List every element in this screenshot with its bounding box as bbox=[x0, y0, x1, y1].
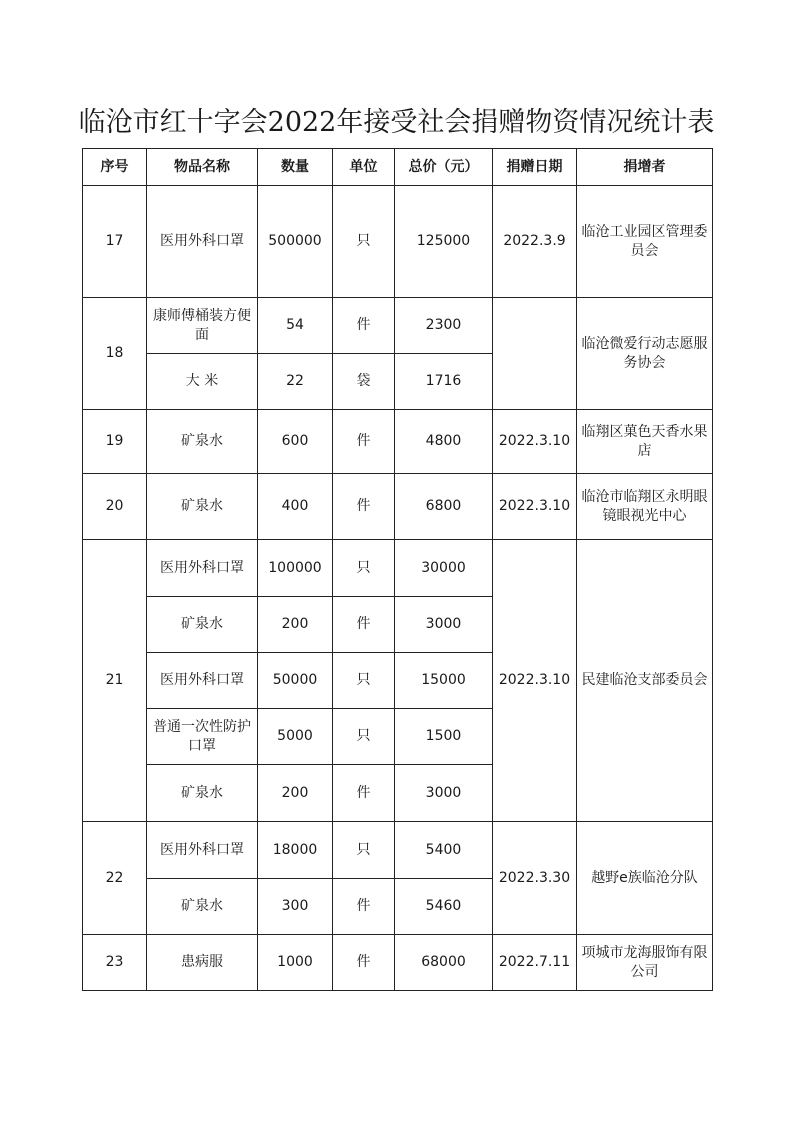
cell-unit: 件 bbox=[333, 935, 395, 991]
cell-item-name: 普通一次性防护口罩 bbox=[147, 709, 258, 765]
donation-table bbox=[82, 148, 713, 991]
cell-total: 5460 bbox=[395, 879, 493, 935]
cell-item-name: 医用外科口罩 bbox=[147, 653, 258, 709]
cell-unit: 只 bbox=[333, 540, 395, 597]
cell-total: 1716 bbox=[395, 354, 493, 410]
table-row bbox=[83, 410, 713, 474]
cell-total: 30000 bbox=[395, 540, 493, 597]
cell-unit: 件 bbox=[333, 879, 395, 935]
cell-quantity: 100000 bbox=[258, 540, 333, 597]
cell-date: 2022.3.10 bbox=[493, 410, 577, 474]
cell-total: 5400 bbox=[395, 822, 493, 879]
cell-index: 23 bbox=[83, 935, 147, 991]
cell-total: 4800 bbox=[395, 410, 493, 474]
cell-date bbox=[493, 298, 577, 410]
document-title: 临沧市红十字会2022年接受社会捐赠物资情况统计表 bbox=[78, 107, 715, 138]
cell-total: 15000 bbox=[395, 653, 493, 709]
cell-quantity: 400 bbox=[258, 474, 333, 540]
cell-item-name: 医用外科口罩 bbox=[147, 186, 258, 298]
cell-date: 2022.3.30 bbox=[493, 822, 577, 935]
cell-total: 3000 bbox=[395, 765, 493, 822]
cell-unit: 件 bbox=[333, 298, 395, 354]
header-cell-date: 捐赠日期 bbox=[493, 149, 577, 186]
table-row bbox=[83, 298, 713, 354]
cell-quantity: 200 bbox=[258, 765, 333, 822]
cell-donor: 民建临沧支部委员会 bbox=[577, 540, 713, 822]
cell-donor: 临沧工业园区管理委员会 bbox=[577, 186, 713, 298]
cell-index: 20 bbox=[83, 474, 147, 540]
cell-unit: 只 bbox=[333, 653, 395, 709]
cell-item-name: 康师傅桶装方便面 bbox=[147, 298, 258, 354]
table-row bbox=[83, 540, 713, 597]
cell-total: 3000 bbox=[395, 597, 493, 653]
table-row bbox=[83, 186, 713, 298]
cell-donor: 临翔区菓色天香水果店 bbox=[577, 410, 713, 474]
cell-total: 6800 bbox=[395, 474, 493, 540]
table-row bbox=[83, 935, 713, 991]
cell-item-name: 医用外科口罩 bbox=[147, 822, 258, 879]
cell-donor: 越野e族临沧分队 bbox=[577, 822, 713, 935]
cell-index: 21 bbox=[83, 540, 147, 822]
header-cell-item-name: 物品名称 bbox=[147, 149, 258, 186]
table-row bbox=[83, 822, 713, 879]
cell-quantity: 54 bbox=[258, 298, 333, 354]
cell-total: 68000 bbox=[395, 935, 493, 991]
header-cell-quantity: 数量 bbox=[258, 149, 333, 186]
cell-quantity: 500000 bbox=[258, 186, 333, 298]
cell-item-name: 大 米 bbox=[147, 354, 258, 410]
cell-total: 125000 bbox=[395, 186, 493, 298]
cell-index: 19 bbox=[83, 410, 147, 474]
cell-donor: 临沧市临翔区永明眼镜眼视光中心 bbox=[577, 474, 713, 540]
cell-quantity: 18000 bbox=[258, 822, 333, 879]
cell-unit: 袋 bbox=[333, 354, 395, 410]
cell-quantity: 300 bbox=[258, 879, 333, 935]
header-cell-index: 序号 bbox=[83, 149, 147, 186]
cell-donor: 临沧微爱行动志愿服务协会 bbox=[577, 298, 713, 410]
cell-item-name: 矿泉水 bbox=[147, 597, 258, 653]
cell-item-name: 矿泉水 bbox=[147, 474, 258, 540]
cell-index: 18 bbox=[83, 298, 147, 410]
cell-item-name: 患病服 bbox=[147, 935, 258, 991]
cell-date: 2022.3.9 bbox=[493, 186, 577, 298]
cell-item-name: 矿泉水 bbox=[147, 410, 258, 474]
header-cell-donor: 捐增者 bbox=[577, 149, 713, 186]
cell-item-name: 矿泉水 bbox=[147, 879, 258, 935]
cell-quantity: 1000 bbox=[258, 935, 333, 991]
cell-date: 2022.3.10 bbox=[493, 474, 577, 540]
header-cell-total: 总价（元） bbox=[395, 149, 493, 186]
cell-total: 1500 bbox=[395, 709, 493, 765]
cell-date: 2022.7.11 bbox=[493, 935, 577, 991]
table-body bbox=[83, 186, 713, 991]
cell-unit: 只 bbox=[333, 709, 395, 765]
header-cell-unit: 单位 bbox=[333, 149, 395, 186]
cell-unit: 件 bbox=[333, 474, 395, 540]
cell-quantity: 600 bbox=[258, 410, 333, 474]
cell-item-name: 医用外科口罩 bbox=[147, 540, 258, 597]
cell-unit: 件 bbox=[333, 410, 395, 474]
cell-item-name: 矿泉水 bbox=[147, 765, 258, 822]
table-row bbox=[83, 474, 713, 540]
cell-total: 2300 bbox=[395, 298, 493, 354]
cell-date: 2022.3.10 bbox=[493, 540, 577, 822]
cell-quantity: 5000 bbox=[258, 709, 333, 765]
cell-unit: 只 bbox=[333, 822, 395, 879]
cell-unit: 件 bbox=[333, 765, 395, 822]
cell-quantity: 22 bbox=[258, 354, 333, 410]
cell-quantity: 50000 bbox=[258, 653, 333, 709]
cell-quantity: 200 bbox=[258, 597, 333, 653]
cell-index: 17 bbox=[83, 186, 147, 298]
header-row bbox=[83, 149, 713, 186]
cell-donor: 项城市龙海服饰有限公司 bbox=[577, 935, 713, 991]
cell-unit: 只 bbox=[333, 186, 395, 298]
cell-index: 22 bbox=[83, 822, 147, 935]
cell-unit: 件 bbox=[333, 597, 395, 653]
